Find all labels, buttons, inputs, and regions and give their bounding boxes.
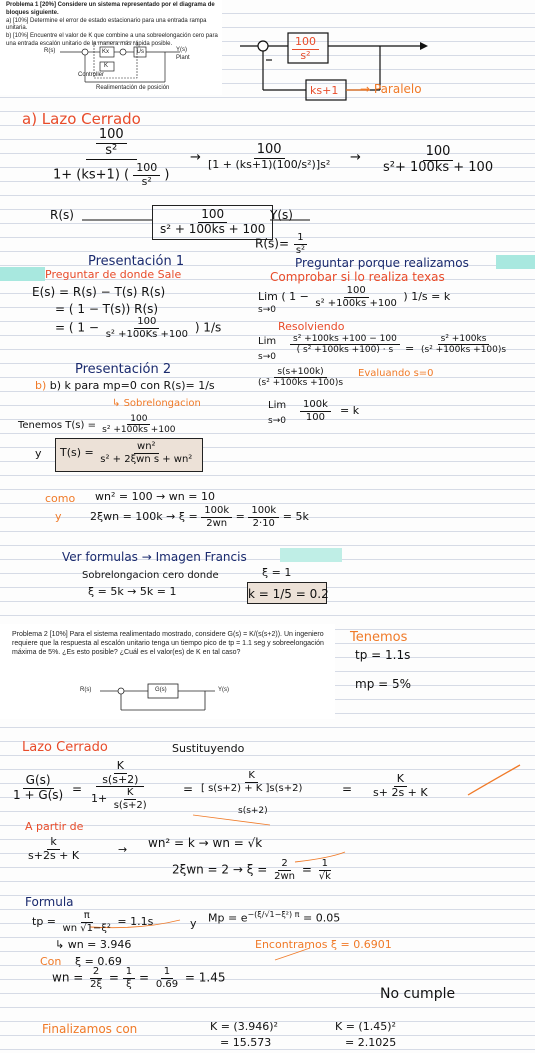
limit2-lim: Lim: [258, 336, 277, 347]
eq1-fraction: $\frac{100}{\text{s²}}$ 1+ (ks+1) ( $\frac{100}{\text{s²}}$ ): [53, 127, 170, 188]
lazo2-f3: $\frac{K}{[ s(s+2) + K ]s(s+2)}$: [201, 770, 303, 794]
xi-equals-one: ξ = 1: [262, 566, 292, 579]
error-line2: = ( 1 − T(s)) R(s): [55, 302, 159, 316]
no-cumple: No cumple: [380, 986, 456, 1002]
lazo2-eq1: =: [72, 782, 83, 796]
limit4-sub: s→0: [268, 416, 286, 426]
limit1-sub: s→0: [258, 305, 276, 315]
problem2-diagram-output: Y(s): [218, 687, 229, 693]
como-label: como: [45, 492, 76, 505]
limit2-sub: s→0: [258, 352, 276, 362]
problem2-diagram-input: R(s): [80, 687, 92, 693]
ys-label: Y(s): [270, 208, 293, 222]
a-partir-de: A partir de: [25, 820, 84, 833]
wn-sqrt-k: wn² = k → wn = √k: [148, 836, 263, 850]
limit4-eq: = k: [340, 404, 360, 417]
a-partir-arrow: →: [118, 843, 128, 856]
limit4-lim: Lim: [268, 400, 287, 411]
part-a-heading: a) Lazo Cerrado: [22, 110, 141, 128]
problem1-diagram-output: Y(s): [176, 47, 187, 53]
como-wn: wn² = 100 → wn = 10: [95, 490, 215, 503]
lazo2-heading: Lazo Cerrado: [22, 740, 108, 755]
rs-label: R(s): [50, 208, 74, 222]
formula-heading: Formula: [25, 895, 74, 909]
lazo2-eq3: =: [342, 782, 353, 796]
lazo2-f4: $\frac{K}{s+ 2s + K}$: [373, 772, 428, 799]
presentacion1-title: Presentación 1: [88, 254, 185, 269]
lazo2-f3-sub: s(s+2): [238, 806, 268, 816]
y-connector: y: [35, 447, 42, 460]
problem1-title: Problema 1 [20%] Considere un sistema representado por el diagrama de bloques siguiente.: [6, 2, 215, 16]
tp-formula: tp = $\frac{\pi}{\text{wn √1−ξ²}}$ = 1.1s: [32, 910, 154, 934]
error-line3: = ( 1 − $\frac{100}{\text{s² +100Ks +100}}$ ) 1/s: [55, 316, 222, 340]
rs-definition: R(s)= $\frac{1}{\text{s²}}$: [255, 232, 306, 256]
mp-given: mp = 5%: [355, 677, 412, 691]
formula-y: y: [190, 917, 197, 930]
limit2-fraction: $\frac{\text{s² +100ks +100 − 100}}{\text{( s² +100ks +100) · s}}$: [290, 334, 400, 356]
como-xi: 2ξwn = 100k → ξ = $\frac{100k}{2wn}$ = $\frac{100k}{2\cdot 10}$ = 5k: [90, 505, 309, 529]
wn-second: wn = $\frac{2}{2\xi}$ = $\frac{1}{\xi}$ = $\frac{1}{0.69}$ = 1.45: [52, 966, 226, 990]
sketch-g-block: $\frac{100}{\text{s²}}$: [292, 36, 319, 62]
tenemos-label: Tenemos: [350, 630, 408, 645]
sobrelongacion-note: ↳ Sobrelongacion: [112, 398, 201, 409]
k1-line1: K = (3.946)²: [210, 1020, 278, 1033]
wn-result: ↳ wn = 3.946: [55, 938, 132, 951]
preguntar-porque: Preguntar porque realizamos: [295, 256, 469, 270]
error-line1: E(s) = R(s) − T(s) R(s): [32, 285, 166, 299]
problem1-block-k: K: [104, 63, 109, 69]
limit4-fraction: $\frac{100k}{100}$: [300, 399, 331, 423]
problem1-part-a: a) [10%] Determine el error de estado estacionario para una entrada rampa unitaria.: [6, 17, 207, 32]
encontramos-xi: Encontramos ξ = 0.6901: [255, 938, 392, 951]
eq2-fraction: 100 [1 + (ks+1)(100/s²)]s²: [208, 142, 331, 171]
xi-5k: ξ = 5k → 5k = 1: [88, 585, 177, 598]
problem1-block-inv: 1/s: [136, 49, 145, 55]
evaluando: Evaluando s=0: [358, 368, 434, 379]
sketch-h-block: ks+1: [310, 84, 339, 97]
limit2-result: $\frac{\text{s² +100ks}}{\text{(s² +100ks +100)s}}$: [421, 334, 507, 356]
presentacion1-subtitle: Preguntar de donde Sale: [45, 268, 182, 281]
con-label: Con: [40, 955, 62, 968]
problem1-diagram-input: R(s): [44, 48, 56, 54]
a-partir-fraction: $\frac{k}{s+2s + K}$: [28, 835, 80, 862]
tp-given: tp = 1.1s: [355, 648, 411, 662]
lazo2-f2: $\frac{K}{s(s+2)}$ 1+ $\frac{K}{s(s+2)}$: [91, 759, 147, 811]
ver-formulas: Ver formulas → Imagen Francis: [62, 550, 247, 564]
lazo2-f1: $\frac{G(s)}{1 + G(s)}$: [13, 773, 64, 802]
eq1-arrow: →: [190, 150, 201, 165]
finalizamos: Finalizamos con: [42, 1022, 138, 1036]
problem2-diagram-block: G(s): [155, 687, 167, 693]
sustituyendo: Sustituyendo: [172, 742, 245, 755]
k2-line2: = 2.1025: [345, 1036, 397, 1049]
k-result-box: k = 1/5 = 0.2: [247, 582, 327, 604]
eq2-arrow: →: [350, 150, 361, 165]
sobrelongacion-cero: Sobrelongacion cero donde: [82, 570, 219, 581]
limit3-fraction: $\frac{s(s+100k)}{\text{(s² +100ks +100)s}}$: [258, 367, 344, 389]
problem1-block-kx: Kx: [102, 49, 110, 55]
sketch-parallel-label: → Paralelo: [360, 82, 422, 96]
presentacion2-title: Presentación 2: [75, 362, 172, 377]
eq3-fraction: $\frac{100}{\text{s²+ 100ks + 100}}$: [383, 144, 494, 175]
standard-form-box: T(s) = $\frac{\text{wn²}}{\text{s² + 2ξwn s + wn²}}$: [55, 438, 203, 472]
xi-line: 2ξwn = 2 → ξ = $\frac{2}{2wn}$ = $\frac{1}{√k}$: [172, 858, 331, 882]
k2-line1: K = (1.45)²: [335, 1020, 396, 1033]
closed-loop-block: $\frac{100}{\text{s² + 100ks + 100}}$: [152, 205, 273, 240]
problem1-feedback-label: Realimentación de posición: [96, 85, 170, 91]
con-xi: ξ = 0.69: [75, 955, 122, 968]
lazo2-eq2: =: [183, 782, 194, 796]
part-b-line: b) b) k para mp=0 con R(s)= 1/s: [35, 379, 215, 392]
problem1-part-b: b) [10%] Encuentre el valor de K que combine a una sobreelongación cero para una entrada escalón unitario de la manera más rápida posible.: [6, 33, 218, 47]
como-y: y: [55, 510, 62, 523]
problem1-controller-label: Controller: [78, 72, 105, 78]
k1-line2: = 15.573: [220, 1036, 272, 1049]
mp-formula: $Mp = e^{-(\xi/√1-\xi^2) \pi} = 0.05$: [208, 910, 341, 925]
tenemos-ts: Tenemos T(s) = $\frac{100}{\text{s² +100ks +100}}$: [18, 414, 176, 436]
resolviendo: Resolviendo: [278, 320, 345, 333]
limit2-eq: =: [405, 342, 415, 355]
problem2-text: Problema 2 [10%] Para el sistema realimentado mostrado, considere G(s) = K/(s(s+2)). Un ingeniero requiere que la respuesta al escalón unitario tenga un tiempo pico de tp = 1.1 seg y sobreelongación máxima de 5%. ¿Es esto posible? ¿Cuál es el valor(es) de K en tal caso?: [12, 631, 324, 657]
comprobar-texas: Comprobar si lo realiza texas: [270, 270, 445, 284]
limit1: Lim ( 1 − $\frac{100}{\text{s² +100ks +100}}$ ) 1/s = k: [258, 285, 451, 309]
problem1-diagram-plant: Plant: [176, 55, 190, 61]
